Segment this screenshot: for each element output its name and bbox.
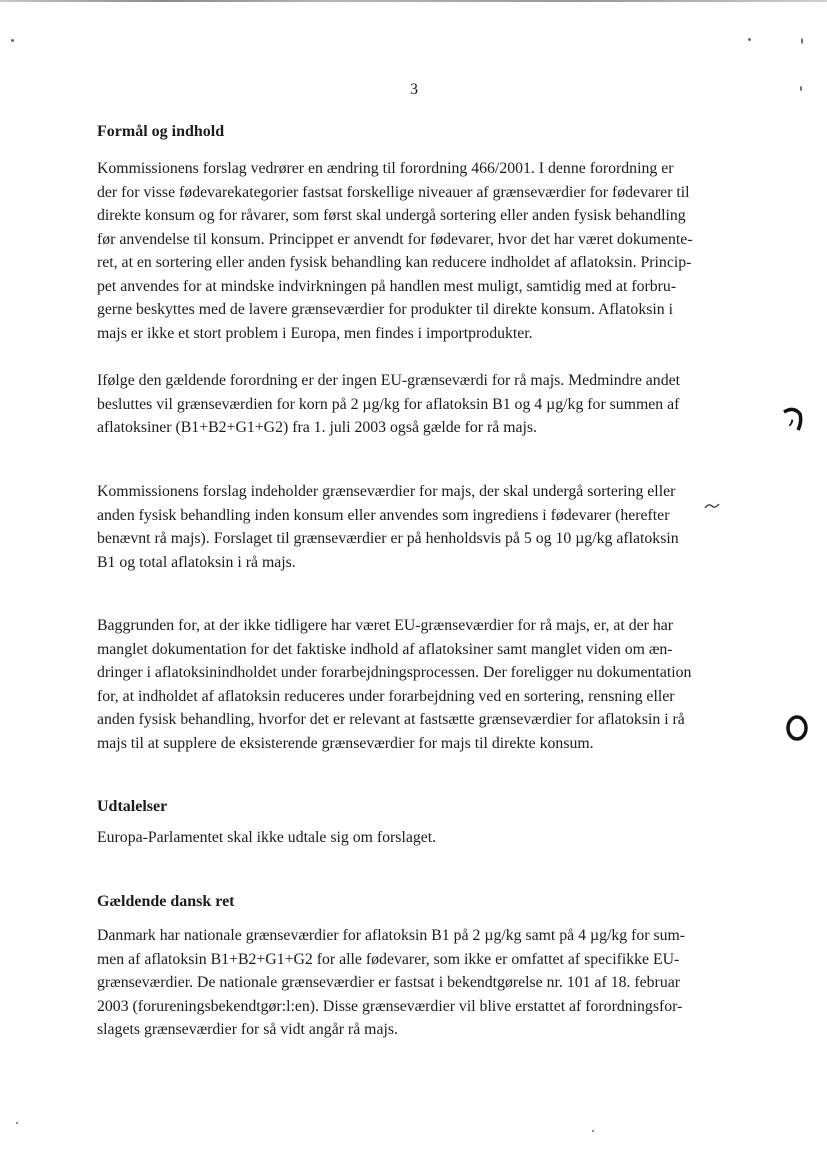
text-line: ret, at en sortering eller anden fysisk behandling kan reducere indholdet af aflatoksin. Princip- [97, 254, 692, 271]
text-line: direkte konsum og for råvarer, som først skal undergå sortering eller anden fysisk behandling [97, 207, 686, 224]
binder-ring-mark [784, 713, 810, 743]
scan-speck [801, 38, 803, 44]
text-line: benævnt rå majs). Forslaget til grænseværdier er på henholdsvis på 5 og 10 µg/kg aflatoksin [97, 530, 679, 547]
paragraph-dansk-ret [97, 924, 737, 1042]
page-number: 3 [410, 81, 418, 98]
tilde-mark [703, 501, 721, 511]
scan-top-edge [0, 0, 827, 2]
paragraph-udtalelser [97, 826, 737, 850]
text-line: der for visse fødevarekategorier fastsat forskellige niveauer af grænseværdier for fødevarer til [97, 183, 690, 201]
text-line: Ifølge den gældende forordning er der ingen EU-grænseværdi for rå majs. Medmindre andet [97, 372, 680, 389]
text-line: men af aflatoksin B1+B2+G1+G2 for alle fødevarer, som ikke er omfattet af specifikke EU- [97, 950, 680, 968]
text-line: for, at indholdet af aflatoksin reduceres under forarbejdning ved en sortering, rensning eller [97, 687, 675, 705]
text-line: grænseværdier. De nationale grænseværdier er fastsat i bekendtgørelse nr. 101 af 18. februar [97, 974, 680, 991]
text-line: besluttes vil grænseværdien for korn på 2 µg/kg for aflatoksin B1 og 4 µg/kg for summen af [97, 395, 680, 413]
paragraph-3 [97, 480, 737, 574]
section-heading-udtalelser: Udtalelser [97, 798, 168, 815]
text-line: anden fysisk behandling, hvorfor det er relevant at fastsætte grænseværdier for aflatoksin i rå [97, 711, 685, 728]
text-line: aflatoksiner (B1+B2+G1+G2) fra 1. juli 2003 også gælde for rå majs. [97, 419, 537, 436]
text-line: anden fysisk behandling inden konsum eller anvendes som ingrediens i fødevarer (herefter [97, 506, 670, 524]
paragraph-1 [97, 157, 737, 345]
section-heading-formaal: Formål og indhold [97, 123, 225, 140]
scan-speck [592, 1130, 594, 1132]
text-line: pet anvendes for at mindske indvirkningen på handlen mest muligt, samtidig med at forbru- [97, 277, 677, 295]
binder-hook-mark [780, 404, 808, 434]
text-line: 2003 (forureningsbekendtgør:l:en). Disse grænseværdier vil blive erstattet af forordningsfor- [97, 997, 683, 1015]
text-line: slagets grænseværdier for så vidt angår rå majs. [97, 1021, 398, 1038]
text-line: Kommissionens forslag indeholder grænseværdier for majs, der skal undergå sortering eller [97, 483, 676, 500]
scan-speck [748, 38, 751, 41]
text-line: Europa-Parlamentet skal ikke udtale sig om forslaget. [97, 829, 437, 846]
text-line: majs er ikke et stort problem i Europa, men findes i importprodukter. [97, 324, 533, 342]
binder-hole-mark: , [787, 395, 799, 432]
text-line: Danmark har nationale grænseværdier for aflatoksin B1 på 2 µg/kg samt på 4 µg/kg for sum- [97, 927, 686, 944]
text-line: dringer i aflatoksinindholdet under forarbejdningsprocessen. Der foreligger nu dokumentation [97, 664, 692, 681]
text-line: gerne beskyttes med de lavere grænseværdier for produkter til direkte konsum. Aflatoksin i [97, 301, 673, 318]
text-line: majs til at supplere de eksisterende grænseværdier for majs til direkte konsum. [97, 734, 594, 752]
text-line: Baggrunden for, at der ikke tidligere har været EU-grænseværdier for rå majs, er, at der har [97, 617, 673, 634]
text-line: Kommissionens forslag vedrører en ændring til forordning 466/2001. I denne forordning er [97, 160, 674, 177]
scan-speck [16, 1122, 18, 1124]
text-line: B1 og total aflatoksin i rå majs. [97, 553, 296, 571]
scan-speck [800, 86, 802, 91]
section-heading-dansk-ret: Gældende dansk ret [97, 893, 235, 910]
paragraph-4 [97, 614, 737, 755]
paragraph-2 [97, 369, 737, 440]
text-line: før anvendelse til konsum. Princippet er anvendt for fødevarer, hvor det har været dokumente- [97, 230, 693, 248]
text-line: manglet dokumentation for det faktiske indhold af aflatoksiner samt manglet viden om æn- [97, 640, 673, 658]
scan-speck [11, 39, 14, 42]
